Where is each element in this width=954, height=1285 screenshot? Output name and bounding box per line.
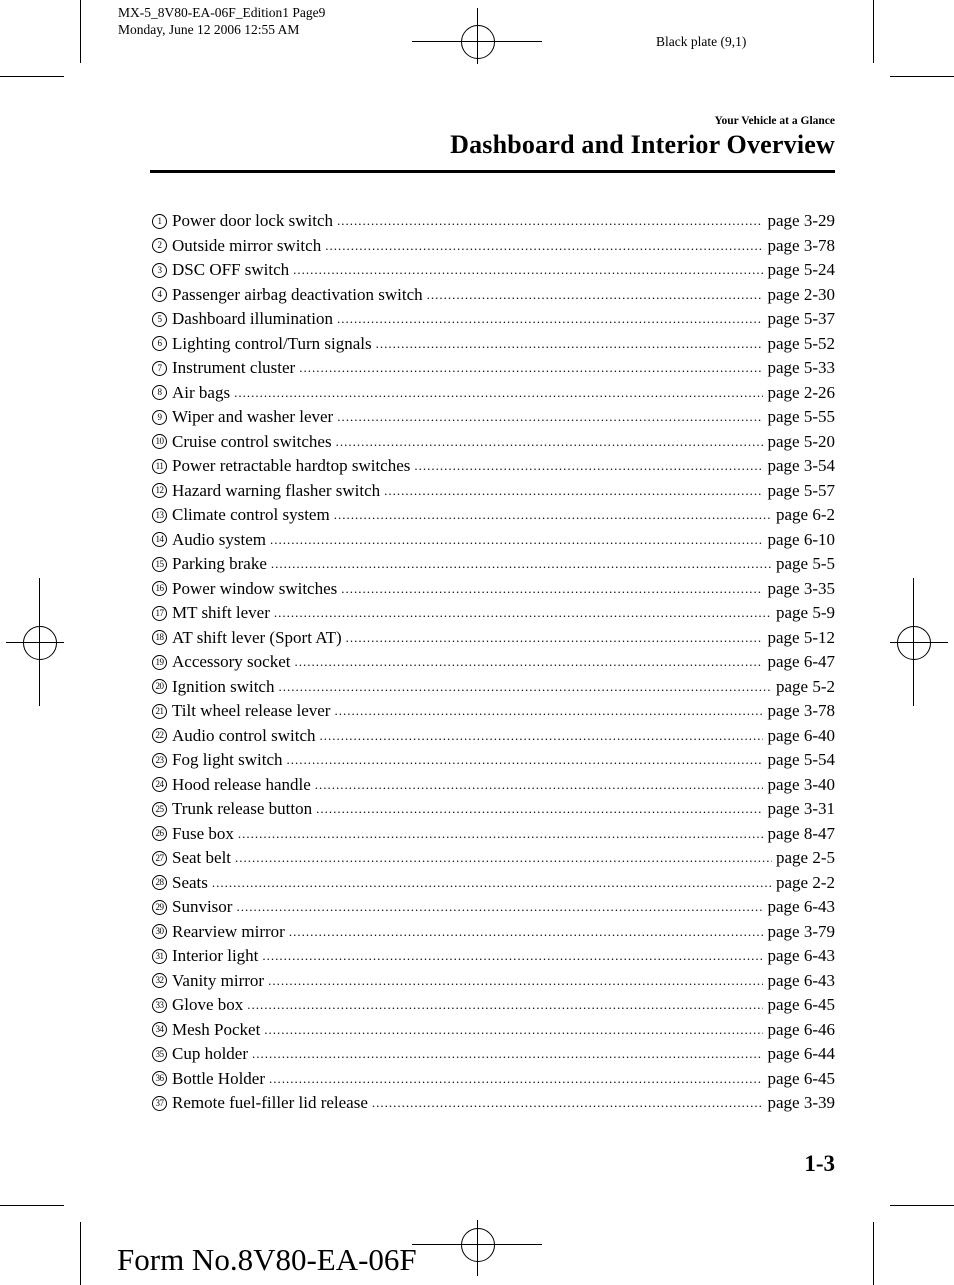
- callout-number-icon: 1: [152, 214, 167, 229]
- toc-item-page: page 6-40: [767, 725, 835, 745]
- toc-item: [150, 944, 835, 969]
- toc-item-page: page 5-24: [767, 260, 835, 280]
- toc-item-label: Lighting control/Turn signals: [172, 333, 372, 353]
- callout-number-icon: 21: [152, 704, 167, 719]
- toc-item: [150, 454, 835, 479]
- toc-item: [150, 552, 835, 577]
- registration-circle: [461, 1228, 495, 1262]
- toc-item-label: Rearview mirror: [172, 921, 285, 941]
- callout-number-icon: 18: [152, 630, 167, 645]
- callout-number-icon: 33: [152, 998, 167, 1013]
- toc-item-label: Tilt wheel release lever: [172, 701, 331, 721]
- toc-item: [150, 234, 835, 259]
- toc-item-page: page 3-29: [767, 211, 835, 231]
- callout-number-icon: 13: [152, 508, 167, 523]
- dot-leader: [278, 679, 772, 695]
- toc-item: [150, 773, 835, 798]
- page-number: 1-3: [804, 1151, 835, 1176]
- toc-item-label: Trunk release button: [172, 799, 313, 819]
- toc-item-label: DSC OFF switch: [172, 260, 290, 280]
- toc-item: [150, 332, 835, 357]
- toc-item: [150, 356, 835, 381]
- toc-item: [150, 1067, 835, 1092]
- dot-leader: [262, 948, 763, 964]
- toc-item-page: page 6-10: [767, 529, 835, 549]
- dot-leader: [427, 287, 764, 303]
- dot-leader: [235, 850, 772, 866]
- toc-item-label: Accessory socket: [172, 652, 291, 672]
- toc-item-page: page 5-2: [775, 676, 835, 696]
- toc-item-label: Power window switches: [172, 578, 338, 598]
- toc-item-page: page 3-78: [767, 701, 835, 721]
- dot-leader: [247, 997, 763, 1013]
- toc-item: [150, 895, 835, 920]
- dot-leader: [264, 1022, 763, 1038]
- toc-item: [150, 601, 835, 626]
- dot-leader: [287, 752, 764, 768]
- toc-item-label: Hood release handle: [172, 774, 311, 794]
- callout-number-icon: 10: [152, 434, 167, 449]
- dot-leader: [341, 581, 763, 597]
- callout-number-icon: 15: [152, 557, 167, 572]
- callout-number-icon: 7: [152, 361, 167, 376]
- toc-item: [150, 797, 835, 822]
- toc-item: [150, 577, 835, 602]
- dot-leader: [320, 728, 764, 744]
- toc-item-label: Audio system: [172, 529, 266, 549]
- callout-number-icon: 20: [152, 679, 167, 694]
- callout-number-icon: 14: [152, 532, 167, 547]
- toc-item-page: page 8-47: [767, 823, 835, 843]
- toc-item-label: Power retractable hardtop switches: [172, 456, 411, 476]
- crop-mark: [890, 76, 954, 77]
- callout-number-icon: 27: [152, 851, 167, 866]
- dot-leader: [252, 1046, 763, 1062]
- dot-leader: [316, 801, 763, 817]
- toc-item-page: page 5-52: [767, 333, 835, 353]
- registration-circle: [897, 626, 931, 660]
- callout-number-icon: 8: [152, 385, 167, 400]
- callout-number-icon: 17: [152, 606, 167, 621]
- toc-item-label: Hazard warning flasher switch: [172, 480, 381, 500]
- crop-mark: [890, 1205, 954, 1206]
- toc-item: [150, 528, 835, 553]
- toc-item-label: Interior light: [172, 946, 259, 966]
- callout-number-icon: 28: [152, 875, 167, 890]
- toc-item-page: page 6-46: [767, 1019, 835, 1039]
- toc-item-label: Outside mirror switch: [172, 235, 322, 255]
- toc-item-label: Seat belt: [172, 848, 232, 868]
- callout-number-icon: 23: [152, 753, 167, 768]
- callout-number-icon: 30: [152, 924, 167, 939]
- toc-item-page: page 6-47: [767, 652, 835, 672]
- toc-item: [150, 307, 835, 332]
- callout-number-icon: 31: [152, 949, 167, 964]
- toc-item-label: Air bags: [172, 382, 231, 402]
- toc-item: [150, 479, 835, 504]
- callout-number-icon: 34: [152, 1022, 167, 1037]
- toc-item-label: Fuse box: [172, 823, 234, 843]
- toc-item-label: Power door lock switch: [172, 211, 334, 231]
- callout-number-icon: 37: [152, 1096, 167, 1111]
- toc-item: [150, 675, 835, 700]
- print-metadata: [118, 4, 325, 38]
- callout-number-icon: 6: [152, 336, 167, 351]
- callout-number-icon: 29: [152, 900, 167, 915]
- dot-leader: [299, 360, 763, 376]
- dot-leader: [293, 262, 763, 278]
- crop-mark: [873, 1222, 874, 1285]
- toc-item-label: Dashboard illumination: [172, 309, 334, 329]
- toc-item: [150, 1042, 835, 1067]
- dot-leader: [325, 238, 763, 254]
- callout-number-icon: 26: [152, 826, 167, 841]
- toc-item-label: Mesh Pocket: [172, 1019, 261, 1039]
- toc-item-label: Climate control system: [172, 505, 330, 525]
- dot-leader: [334, 703, 763, 719]
- toc-item-page: page 3-54: [767, 456, 835, 476]
- toc-item-page: page 3-39: [767, 1093, 835, 1113]
- section-title: Your Vehicle at a Glance: [714, 115, 835, 127]
- toc-item: [150, 920, 835, 945]
- toc-item-page: page 6-2: [775, 505, 835, 525]
- toc-item-page: page 3-40: [767, 774, 835, 794]
- print-metadata-date: Monday, June 12 2006 12:55 AM: [118, 22, 300, 37]
- toc-item-label: Instrument cluster: [172, 358, 296, 378]
- toc-item-page: page 5-37: [767, 309, 835, 329]
- dot-leader: [337, 409, 763, 425]
- dot-leader: [268, 973, 763, 989]
- dot-leader: [414, 458, 763, 474]
- dot-leader: [212, 875, 772, 891]
- callout-number-icon: 12: [152, 483, 167, 498]
- dot-leader: [376, 336, 764, 352]
- callout-number-icon: 5: [152, 312, 167, 327]
- registration-circle: [461, 25, 495, 59]
- crop-mark: [80, 0, 81, 63]
- dot-leader: [269, 1071, 763, 1087]
- crop-mark: [0, 76, 64, 77]
- toc-item-page: page 2-5: [775, 848, 835, 868]
- toc-item-page: page 5-20: [767, 431, 835, 451]
- dot-leader: [372, 1095, 764, 1111]
- toc-item-label: Audio control switch: [172, 725, 316, 745]
- dot-leader: [236, 899, 763, 915]
- toc-item-page: page 5-9: [775, 603, 835, 623]
- toc-item-page: page 3-35: [767, 578, 835, 598]
- toc-item: [150, 430, 835, 455]
- toc-item-page: page 6-44: [767, 1044, 835, 1064]
- toc-item-label: Cup holder: [172, 1044, 249, 1064]
- crop-mark: [873, 0, 874, 63]
- toc-item-label: Passenger airbag deactivation switch: [172, 284, 423, 304]
- dot-leader: [295, 654, 764, 670]
- callout-number-icon: 11: [152, 459, 167, 474]
- toc-item: [150, 405, 835, 430]
- toc-item-page: page 6-43: [767, 970, 835, 990]
- print-metadata-file: MX-5_8V80-EA-06F_Edition1 Page9: [118, 5, 326, 20]
- toc-item-page: page 5-55: [767, 407, 835, 427]
- callout-number-icon: 2: [152, 238, 167, 253]
- plate-label: Black plate (9,1): [656, 34, 747, 49]
- callout-number-icon: 35: [152, 1047, 167, 1062]
- toc-item-page: page 5-5: [775, 554, 835, 574]
- toc-item-page: page 3-78: [767, 235, 835, 255]
- toc-item-label: AT shift lever (Sport AT): [172, 627, 342, 647]
- toc-item-page: page 3-79: [767, 921, 835, 941]
- dot-leader: [337, 213, 763, 229]
- callout-number-icon: 19: [152, 655, 167, 670]
- toc-item-page: page 2-30: [767, 284, 835, 304]
- dot-leader: [337, 311, 763, 327]
- dot-leader: [238, 826, 764, 842]
- toc-item: [150, 748, 835, 773]
- callout-number-icon: 22: [152, 728, 167, 743]
- toc-item-label: Parking brake: [172, 554, 267, 574]
- toc-item-label: Cruise control switches: [172, 431, 332, 451]
- callout-number-icon: 32: [152, 973, 167, 988]
- toc-item-label: Remote fuel-filler lid release: [172, 1093, 368, 1113]
- dot-leader: [274, 605, 772, 621]
- toc-item-page: page 5-12: [767, 627, 835, 647]
- toc-item: [150, 724, 835, 749]
- toc-item-label: Seats: [172, 872, 208, 892]
- toc-item-page: page 6-43: [767, 946, 835, 966]
- toc-item-label: Bottle Holder: [172, 1068, 266, 1088]
- toc-item: [150, 993, 835, 1018]
- toc-item-label: Wiper and washer lever: [172, 407, 334, 427]
- dot-leader: [270, 532, 764, 548]
- toc-item: [150, 650, 835, 675]
- dot-leader: [336, 434, 764, 450]
- page-title: Dashboard and Interior Overview: [450, 130, 835, 159]
- callout-number-icon: 25: [152, 802, 167, 817]
- toc-item-label: Sunvisor: [172, 897, 233, 917]
- callout-number-icon: 24: [152, 777, 167, 792]
- toc-item: [150, 1018, 835, 1043]
- toc-item: [150, 846, 835, 871]
- toc-item-page: page 3-31: [767, 799, 835, 819]
- toc-list: [150, 209, 835, 1116]
- toc-item: [150, 381, 835, 406]
- toc-item: [150, 283, 835, 308]
- dot-leader: [234, 385, 763, 401]
- form-number: Form No.8V80-EA-06F: [117, 1242, 417, 1277]
- toc-item-label: Glove box: [172, 995, 244, 1015]
- toc-item: [150, 969, 835, 994]
- toc-item: [150, 699, 835, 724]
- dot-leader: [315, 777, 764, 793]
- toc-item: [150, 822, 835, 847]
- dot-leader: [289, 924, 764, 940]
- crop-mark: [0, 1205, 64, 1206]
- dot-leader: [271, 556, 772, 572]
- toc-item-label: Ignition switch: [172, 676, 275, 696]
- toc-item: [150, 626, 835, 651]
- toc-item: [150, 503, 835, 528]
- crop-mark: [80, 1222, 81, 1285]
- title-rule: [150, 170, 835, 173]
- toc-item-label: Fog light switch: [172, 750, 283, 770]
- callout-number-icon: 4: [152, 287, 167, 302]
- registration-circle: [23, 626, 57, 660]
- callout-number-icon: 36: [152, 1071, 167, 1086]
- toc-item-label: MT shift lever: [172, 603, 270, 623]
- callout-number-icon: 3: [152, 263, 167, 278]
- toc-item: [150, 258, 835, 283]
- toc-item: [150, 209, 835, 234]
- toc-item-page: page 5-54: [767, 750, 835, 770]
- callout-number-icon: 16: [152, 581, 167, 596]
- toc-item: [150, 1091, 835, 1116]
- dot-leader: [384, 483, 763, 499]
- toc-item-page: page 6-43: [767, 897, 835, 917]
- toc-item: [150, 871, 835, 896]
- callout-number-icon: 9: [152, 410, 167, 425]
- dot-leader: [334, 507, 772, 523]
- toc-item-page: page 2-2: [775, 872, 835, 892]
- toc-item-page: page 5-57: [767, 480, 835, 500]
- dot-leader: [346, 630, 764, 646]
- toc-item-page: page 6-45: [767, 995, 835, 1015]
- toc-item-label: Vanity mirror: [172, 970, 265, 990]
- toc-item-page: page 6-45: [767, 1068, 835, 1088]
- toc-item-page: page 2-26: [767, 382, 835, 402]
- toc-item-page: page 5-33: [767, 358, 835, 378]
